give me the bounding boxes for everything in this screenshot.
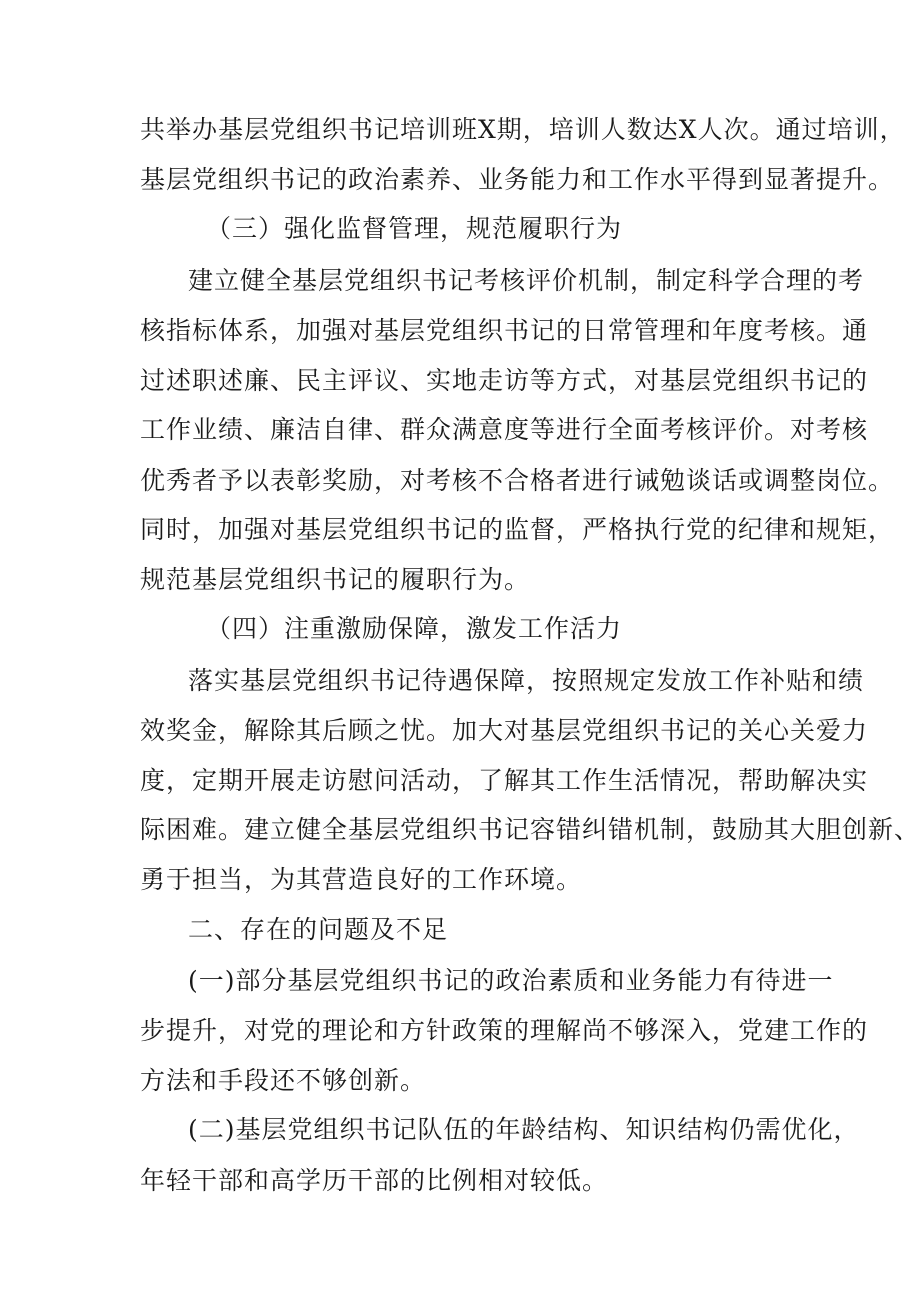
text-line: 落实基层党组织书记待遇保障，按照规定发放工作补贴和绩 — [188, 666, 865, 695]
text-line: (二)基层党组织书记队伍的年龄结构、知识结构仍需优化， — [188, 1115, 860, 1144]
chapter-heading-2: 二、存在的问题及不足 — [188, 915, 449, 944]
text-line: 核指标体系，加强对基层党组织书记的日常管理和年度考核。通 — [140, 316, 869, 345]
section-heading-4: （四）注重激励保障，激发工作活力 — [206, 614, 623, 643]
text-line: (一)部分基层党组织书记的政治素质和业务能力有待进一 — [188, 966, 834, 995]
text-line: 度，定期开展走访慰问活动，了解其工作生活情况，帮助解决实 — [140, 766, 869, 795]
text-line: 工作业绩、廉洁自律、群众满意度等进行全面考核评价。对考核 — [140, 415, 869, 444]
text-line: 同时，加强对基层党组织书记的监督，严格执行党的纪律和规矩， — [140, 515, 895, 544]
text-line: 效奖金，解除其后顾之忧。加大对基层党组织书记的关心关爱力 — [140, 716, 869, 745]
section-heading-3: （三）强化监督管理，规范履职行为 — [206, 214, 623, 243]
text-line: 过述职述廉、民主评议、实地走访等方式，对基层党组织书记的 — [140, 366, 869, 395]
text-line: 勇于担当，为其营造良好的工作环境。 — [140, 865, 583, 894]
text-line: 规范基层党组织书记的履职行为。 — [140, 565, 531, 594]
text-line: 年轻干部和高学历干部的比例相对较低。 — [140, 1166, 609, 1195]
text-line: 基层党组织书记的政治素养、业务能力和工作水平得到显著提升。 — [140, 165, 895, 194]
text-line: 优秀者予以表彰奖励，对考核不合格者进行诫勉谈话或调整岗位。 — [140, 466, 895, 495]
text-line: 共举办基层党组织书记培训班X期，培训人数达X人次。通过培训， — [140, 115, 906, 144]
text-line: 建立健全基层党组织书记考核评价机制，制定科学合理的考 — [188, 266, 865, 295]
text-line: 际困难。建立健全基层党组织书记容错纠错机制，鼓励其大胆创新、 — [140, 815, 920, 844]
text-line: 步提升，对党的理论和方针政策的理解尚不够深入，党建工作的 — [140, 1016, 869, 1045]
text-line: 方法和手段还不够创新。 — [140, 1066, 427, 1095]
